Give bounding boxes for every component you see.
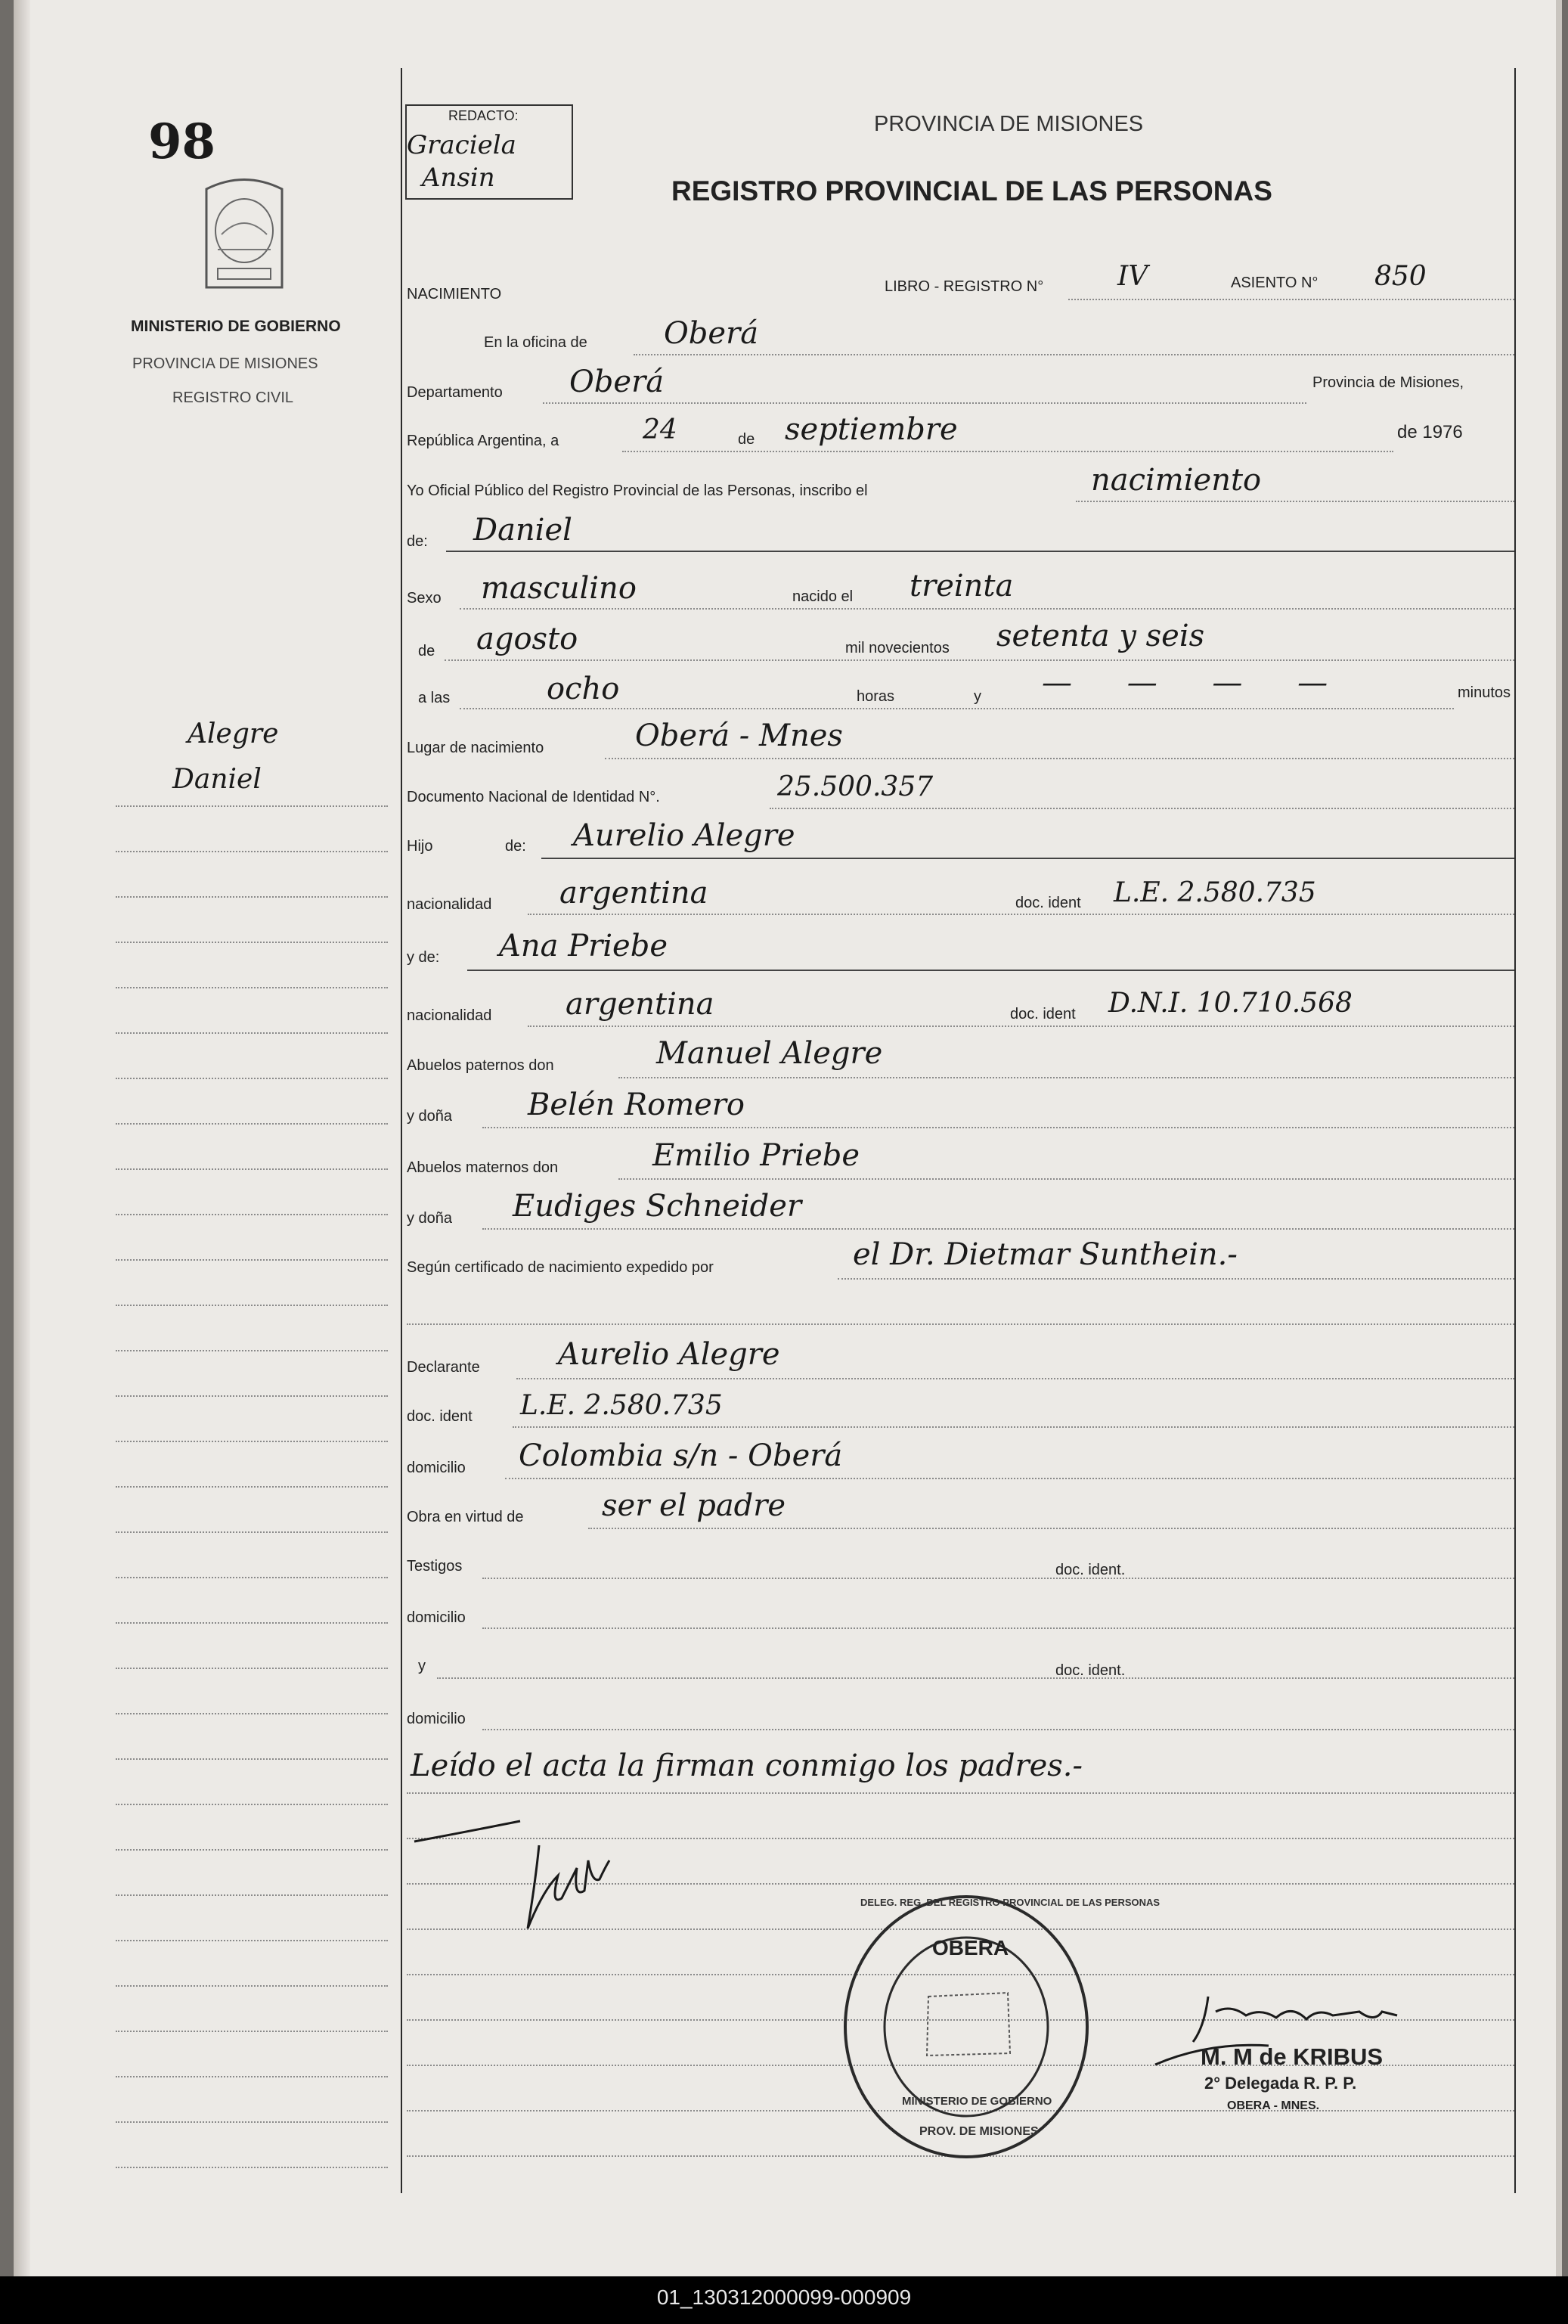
- declarante-line: [516, 1378, 1514, 1379]
- margin-line: [116, 1985, 388, 1987]
- obra-value: ser el padre: [602, 1488, 786, 1523]
- ab-pat-dona-line: [482, 1127, 1514, 1128]
- margin-line: [116, 1577, 388, 1578]
- minutos-label: minutos: [1458, 684, 1511, 701]
- margin-line: [116, 2167, 388, 2168]
- persona-value: Daniel: [473, 513, 572, 548]
- declarante-doc-label: doc. ident: [407, 1408, 473, 1425]
- margin-line: [116, 1940, 388, 1941]
- de-label: de: [738, 431, 755, 448]
- margin-line: [116, 1078, 388, 1079]
- lugar-line: [605, 758, 1514, 759]
- parent-signature: [407, 1815, 679, 1944]
- header-province: PROVINCIA DE MISIONES: [874, 112, 1144, 136]
- coat-of-arms-icon: [195, 174, 293, 295]
- margin-line: [116, 1713, 388, 1714]
- seal-outer-text: DELEG. REG. DEL REGISTRO PROVINCIAL DE LAS PERSONAS: [860, 1897, 1161, 1908]
- document-page: [14, 0, 1562, 2276]
- record-type-label: NACIMIENTO: [407, 286, 502, 303]
- official-seal-icon: [838, 1891, 1095, 2163]
- margin-line: [116, 942, 388, 943]
- departamento-label: Departamento: [407, 384, 503, 401]
- madre-nac-label: nacionalidad: [407, 1007, 492, 1024]
- ab-pat-dona-value: Belén Romero: [528, 1088, 745, 1122]
- margin-line: [116, 1668, 388, 1669]
- nacido-label: nacido el: [792, 588, 854, 605]
- domicilio-line: [505, 1478, 1514, 1479]
- right-frame-line: [1514, 68, 1516, 2193]
- file-id: 01_130312000099-000909: [656, 2285, 912, 2309]
- official-role: 2° Delegada R. P. P.: [1204, 2074, 1357, 2093]
- oficina-line: [634, 354, 1514, 355]
- marginal-note-name: Daniel: [172, 764, 262, 795]
- nacido-value: treinta: [910, 569, 1014, 603]
- ab-mat-dona-value: Eudiges Schneider: [513, 1189, 802, 1224]
- ab-pat-label: Abuelos paternos don: [407, 1057, 554, 1074]
- y-label: y: [974, 688, 981, 705]
- sexo-line: [460, 608, 1514, 610]
- margin-line: [116, 1441, 388, 1442]
- margin-line: [116, 1622, 388, 1624]
- official-place: OBERA - MNES.: [1227, 2099, 1320, 2112]
- record-line: [1068, 299, 1514, 300]
- binding-spine: [14, 0, 30, 2276]
- persona-label: de:: [407, 533, 428, 550]
- madre-nac-line: [528, 1025, 1514, 1027]
- declarante-label: Declarante: [407, 1359, 480, 1376]
- segun-value: el Dr. Dietmar Sunthein.-: [853, 1237, 1238, 1272]
- ministry-label: MINISTERIO DE GOBIERNO: [131, 318, 341, 335]
- margin-line: [116, 1804, 388, 1805]
- padre-doc-label: doc. ident: [1015, 895, 1081, 911]
- segun-line: [838, 1278, 1514, 1280]
- ab-pat-value: Manuel Alegre: [656, 1036, 883, 1071]
- margin-line: [116, 1032, 388, 1034]
- domicilio3-line: [482, 1729, 1514, 1730]
- yde-label: y de:: [407, 949, 440, 966]
- redacto-name-1: Graciela: [407, 130, 516, 160]
- margin-line: [116, 1894, 388, 1896]
- ab-mat-line: [618, 1178, 1514, 1180]
- oficial-label: Yo Oficial Público del Registro Provincial de las Personas, inscribo el: [407, 482, 868, 499]
- hora-value: ocho: [547, 672, 620, 706]
- oficina-value: Oberá: [664, 316, 759, 351]
- y2-label: y: [418, 1658, 426, 1674]
- padre-doc-value: L.E. 2.580.735: [1114, 877, 1316, 908]
- domicilio-label: domicilio: [407, 1460, 466, 1476]
- mes-nac-value: agosto: [476, 622, 578, 656]
- seal-ministry: MINISTERIO DE GOBIERNO: [902, 2095, 1052, 2108]
- alas-label: a las: [418, 690, 451, 706]
- padre-value: Aurelio Alegre: [573, 818, 795, 853]
- lugar-value: Oberá - Mnes: [635, 718, 843, 753]
- agosto-line: [445, 659, 1514, 661]
- redacto-label: REDACTO:: [448, 108, 519, 123]
- ab-mat-label: Abuelos maternos don: [407, 1159, 559, 1176]
- dni-label: Documento Nacional de Identidad N°.: [407, 789, 660, 805]
- domicilio-value: Colombia s/n - Oberá: [519, 1438, 843, 1473]
- margin-line: [116, 1123, 388, 1125]
- seal-province: PROV. DE MISIONES: [919, 2125, 1039, 2138]
- margin-line: [116, 805, 388, 807]
- declarante-doc-line: [513, 1426, 1514, 1428]
- margin-line: [116, 1395, 388, 1397]
- ruled-line: [407, 1792, 1514, 1794]
- redacto-name-2: Ansin: [422, 163, 495, 193]
- domicilio2-label: domicilio: [407, 1609, 466, 1626]
- ab-mat-value: Emilio Priebe: [652, 1138, 860, 1173]
- official-name: M. M de KRIBUS: [1201, 2043, 1384, 2070]
- madre-value: Ana Priebe: [499, 929, 668, 963]
- asiento-value: 850: [1374, 261, 1427, 292]
- provincia-label: Provincia de Misiones,: [1312, 374, 1464, 391]
- ab-mat-dona-line: [482, 1228, 1514, 1230]
- horas-label: horas: [857, 688, 895, 705]
- margin-line: [116, 2076, 388, 2077]
- de2-label: de: [418, 643, 435, 659]
- departamento-value: Oberá: [569, 365, 665, 399]
- ab-pat-dona-label: y doña: [407, 1108, 453, 1125]
- margin-line: [116, 896, 388, 898]
- mes-value: septiembre: [785, 412, 958, 447]
- oficial-line: [1076, 501, 1514, 502]
- declarante-value: Aurelio Alegre: [558, 1337, 780, 1372]
- hijo-label: Hijo: [407, 838, 433, 855]
- anio-nac-value: setenta y seis: [996, 619, 1205, 653]
- segun-label: Según certificado de nacimiento expedido por: [407, 1259, 714, 1276]
- madre-doc-label: doc. ident: [1010, 1006, 1076, 1022]
- madre-line: [467, 970, 1514, 971]
- ab-mat-dona-label: y doña: [407, 1210, 453, 1227]
- oficina-label: En la oficina de: [484, 334, 587, 351]
- testigos-line: [482, 1578, 1514, 1579]
- oficial-value: nacimiento: [1091, 463, 1262, 498]
- margin-line: [116, 851, 388, 852]
- asiento-label: ASIENTO N°: [1231, 275, 1319, 291]
- republica-line: [622, 451, 1393, 452]
- testigos-label: Testigos: [407, 1558, 463, 1575]
- declarante-doc-value: L.E. 2.580.735: [520, 1390, 723, 1421]
- margin-line: [116, 1305, 388, 1306]
- padre-line: [541, 858, 1514, 859]
- left-frame-line: [401, 68, 402, 2193]
- margin-line: [116, 2031, 388, 2032]
- departamento-line: [543, 402, 1306, 404]
- margin-line: [116, 1259, 388, 1261]
- domicilio2-line: [482, 1627, 1514, 1629]
- republica-label: República Argentina, a: [407, 433, 559, 449]
- civil-registry-label: REGISTRO CIVIL: [172, 389, 294, 406]
- libro-label: LIBRO - REGISTRO N°: [885, 278, 1044, 295]
- blank-line: [407, 1323, 1514, 1325]
- seal-city: OBERA: [932, 1936, 1009, 1959]
- padre-nac-value: argentina: [559, 876, 708, 911]
- testigos2-doc-label: doc. ident.: [1055, 1662, 1126, 1679]
- dia-value: 24: [643, 414, 677, 445]
- margin-line: [116, 1486, 388, 1488]
- margin-line: [116, 1168, 388, 1170]
- header-title: REGISTRO PROVINCIAL DE LAS PERSONAS: [671, 175, 1272, 206]
- anio-label: de 1976: [1397, 422, 1463, 442]
- persona-line: [446, 551, 1514, 552]
- testigos-doc-label: doc. ident.: [1055, 1562, 1126, 1578]
- province-label: PROVINCIA DE MISIONES: [132, 355, 318, 372]
- margin-line: [116, 987, 388, 988]
- madre-nac-value: argentina: [566, 987, 714, 1022]
- y2-line: [437, 1677, 1514, 1679]
- domicilio3-label: domicilio: [407, 1711, 466, 1727]
- margin-line: [116, 1758, 388, 1760]
- padre-nac-line: [528, 914, 1514, 915]
- mil-label: mil novecientos: [845, 640, 950, 656]
- sexo-label: Sexo: [407, 590, 442, 607]
- dni-value: 25.500.357: [777, 771, 934, 802]
- ab-pat-line: [618, 1077, 1514, 1078]
- margin-line: [116, 1531, 388, 1533]
- marginal-note-surname: Alegre: [187, 718, 279, 749]
- madre-doc-value: D.N.I. 10.710.568: [1108, 988, 1353, 1019]
- hijo-de-label: de:: [505, 838, 526, 855]
- alas-line: [460, 708, 1454, 709]
- dni-line: [770, 808, 1514, 809]
- obra-line: [588, 1528, 1514, 1529]
- minutos-value: — — — —: [1042, 666, 1351, 700]
- margin-line: [116, 2121, 388, 2123]
- lugar-label: Lugar de nacimiento: [407, 740, 544, 756]
- padre-nac-label: nacionalidad: [407, 896, 492, 913]
- page-number: 98: [148, 113, 216, 170]
- obra-label: Obra en virtud de: [407, 1509, 524, 1525]
- libro-value: IV: [1117, 261, 1148, 292]
- closing-note: Leído el acta la firman conmigo los padres.-: [411, 1748, 1083, 1783]
- margin-line: [116, 1214, 388, 1215]
- margin-line: [116, 1849, 388, 1851]
- sexo-value: masculino: [481, 571, 637, 606]
- margin-line: [116, 1350, 388, 1351]
